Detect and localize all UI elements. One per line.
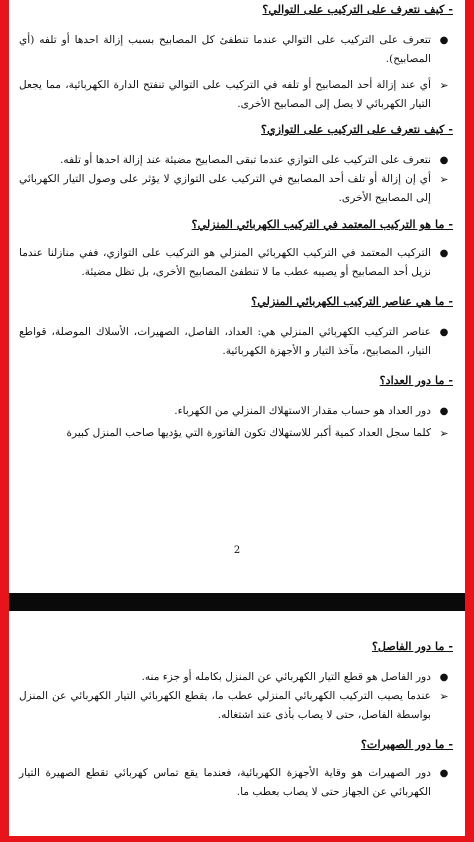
item-text: تتعرف على التركيب على التوالي عندما تنطفئ كل المصابيح بسبب إزالة احدها أو تلفه (أي المصابيح).	[19, 34, 431, 65]
section-heading: - كيف نتعرف على التركيب على التوالي؟	[262, 2, 453, 16]
section-heading: - كيف نتعرف على التركيب على التوازي؟	[261, 122, 453, 136]
bullet-icon: ●	[439, 155, 449, 166]
item-text: التركيب المعتمد في التركيب الكهربائي المنزلي هو التركيب على التوازي، ففي منازلنا عندما نزيل أحد المصابيح أو يصيبه عطب ما لا تنطفئ المصابيح الأخرى، بل تظل مضيئة.	[19, 247, 431, 278]
bullet-icon: ●	[439, 248, 449, 259]
section-heading: - ما هو التركيب المعتمد في التركيب الكهربائي المنزلي؟	[191, 217, 453, 231]
section-heading: - ما دور الصهيرات؟	[360, 737, 453, 751]
section-heading: - ما دور العداد؟	[379, 373, 453, 387]
item-text: عندما يصيب التركيب الكهربائي المنزلي عطب ما، يقطع الكهربائي التيار الكهربائي عن المنزل بواسطة الفاصل، حتى لا يصاب بأذى عند اشتغاله.	[19, 690, 431, 721]
list-item	[19, 402, 453, 421]
document-page-1	[9, 0, 465, 593]
bullet-icon: ●	[439, 327, 449, 338]
list-item	[19, 687, 453, 725]
page-number: 2	[233, 545, 241, 556]
arrow-icon: ➢	[439, 427, 449, 440]
item-text: كلما سجل العداد كمية أكبر للاستهلاك تكون الفاتورة التي يؤديها صاحب المنزل كبيرة	[66, 427, 431, 439]
item-text: أي إن إزالة أو تلف أحد المصابيح في التركيب على التوازي لا يؤثر على وصول التيار الكهربائي إلى المصابيح الأخرى.	[19, 173, 431, 204]
list-item	[19, 151, 453, 170]
section-heading: - ما هي عناصر التركيب الكهربائي المنزلي؟	[251, 294, 453, 308]
bullet-icon: ●	[439, 672, 449, 683]
list-item	[19, 764, 453, 802]
list-item	[19, 323, 453, 361]
list-item	[19, 244, 453, 282]
arrow-icon: ➢	[439, 690, 449, 703]
item-text: عناصر التركيب الكهربائي المنزلي هي: العداد، الفاصل، الصهيرات، الأسلاك الموصلة، قواطع التيار، المصابيح، مآخذ التيار و الأجهزة الكهربائية.	[19, 326, 431, 357]
item-text: نتعرف على التركيب على التوازي عندما تبقى المصابيح مضيئة عند إزالة احدها أو تلفه.	[60, 154, 431, 166]
arrow-icon: ➢	[439, 173, 449, 186]
bullet-icon: ●	[439, 35, 449, 46]
item-text: أي عند إزالة أحد المصابيح أو تلفه في التركيب على التوالي تنفتح الدارة الكهربائية، مما يجعل التيار الكهربائي لا يصل إلى المصابيح الأخرى.	[19, 79, 431, 110]
list-item	[19, 31, 453, 69]
bullet-icon: ●	[439, 768, 449, 779]
list-item	[19, 170, 453, 208]
item-text: دور الصهيرات هو وقاية الأجهزة الكهربائية، فعندما يقع تماس كهربائي تقطع الصهيرة التيار الكهربائي عن الجهاز حتى لا يصاب بعطب ما.	[19, 767, 431, 798]
list-item	[19, 424, 453, 443]
section-heading: - ما دور الفاصل؟	[371, 639, 453, 653]
item-text: دور الفاصل هو قطع التيار الكهربائي عن المنزل بكامله أو جزء منه.	[141, 671, 431, 683]
arrow-icon: ➢	[439, 79, 449, 92]
item-text: دور العداد هو حساب مقدار الاستهلاك المنزلي من الكهرباء.	[174, 405, 431, 417]
page-divider	[9, 593, 465, 611]
document-page-2	[9, 611, 465, 836]
list-item	[19, 668, 453, 687]
list-item	[19, 76, 453, 114]
bullet-icon: ●	[439, 406, 449, 417]
